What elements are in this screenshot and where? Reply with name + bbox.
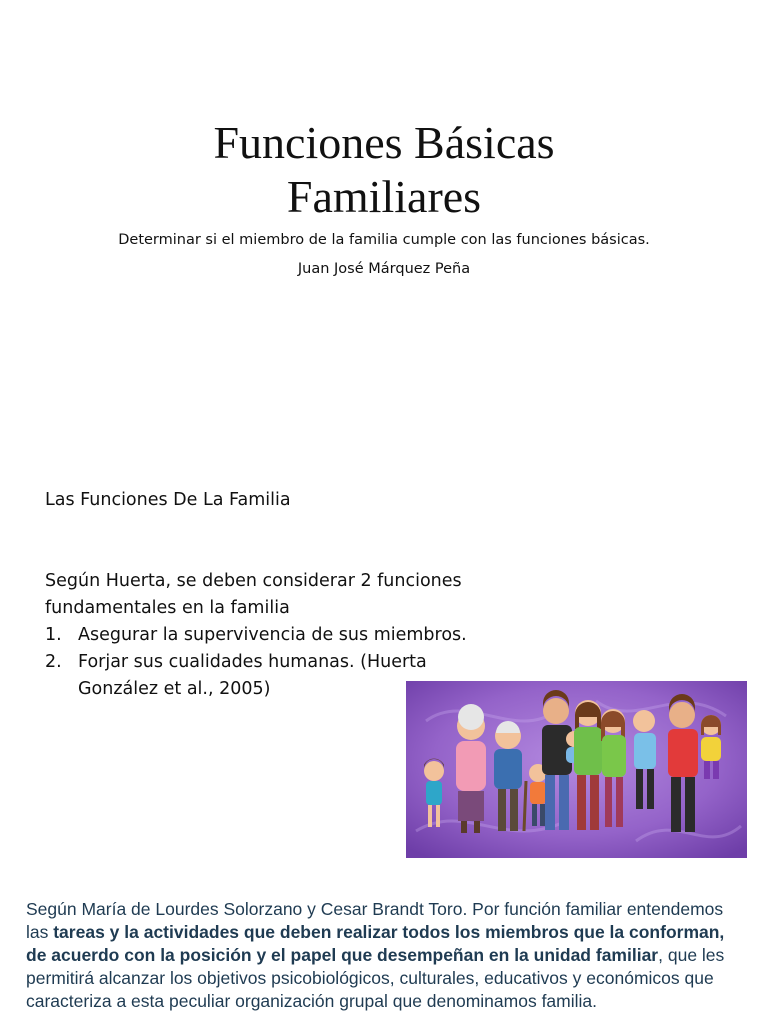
document-subtitle: Determinar si el miembro de la familia cumple con las funciones básicas. (118, 232, 650, 248)
intro-paragraph: Según Huerta, se deben considerar 2 funciones fundamentales en la familia (45, 571, 462, 618)
quote-text-bold: tareas y la actividades que deben realizar todos los miembros que la conforman, de acuerdo con la posición y el papel que desempeñan en la unidad familiar (26, 922, 725, 965)
section-heading: Las Funciones De La Familia (45, 490, 291, 510)
document-title (0, 116, 768, 224)
quote-text-part-1: Según María de Lourdes Solorzano y Cesar Brandt Toro. Por función familiar entendemos las (26, 899, 724, 942)
family-illustration (406, 681, 747, 858)
title-line-2: Familiares (286, 171, 482, 222)
list-item-number: 1. (45, 625, 62, 645)
list-item-text: Asegurar la supervivencia de sus miembros. (78, 625, 467, 645)
grandmother-figure (456, 704, 486, 833)
list-item-number: 2. (45, 652, 62, 672)
author-name: Juan José Márquez Peña (297, 261, 471, 277)
quote-paragraph (26, 898, 746, 1013)
title-line-1: Funciones Básicas (213, 117, 555, 168)
list-item-text: Forjar sus cualidades humanas. (Huerta González et al., 2005) (78, 652, 427, 699)
list-item (45, 622, 485, 649)
quote-text-part-2: , que les permitirá alcanzar los objetivos psicobiológicos, culturales, educativos y económicos que caracteriza a esta peculiar organización grupal que denominamos familia. (26, 945, 725, 1011)
